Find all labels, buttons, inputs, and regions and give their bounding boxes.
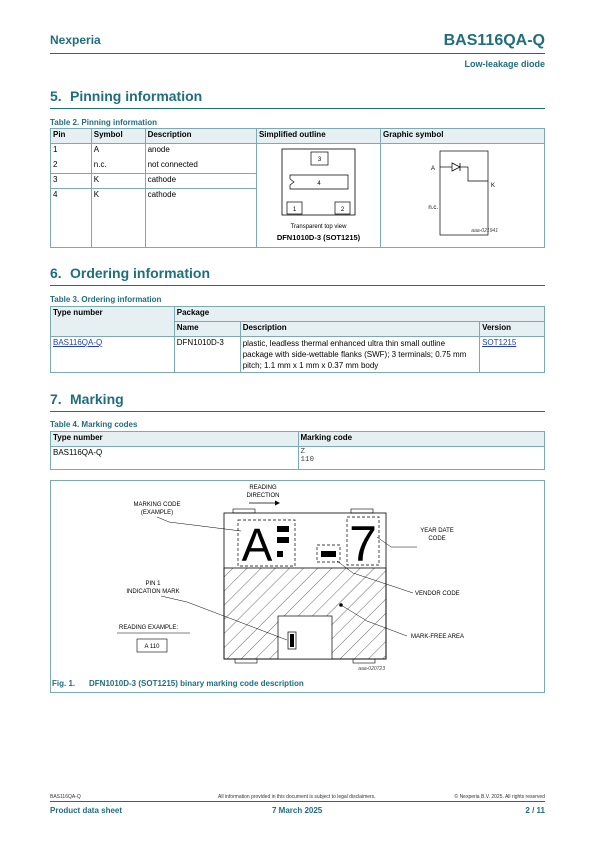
callout-line [157, 517, 241, 531]
footer-rule [50, 801, 545, 802]
table-row [51, 144, 545, 159]
figure-1 [50, 480, 545, 693]
cell-description: not connected [145, 159, 256, 174]
cell-description: anode [145, 144, 256, 159]
col-header: Description [240, 322, 479, 337]
section-rule [50, 108, 545, 109]
package-tab [353, 659, 375, 663]
section-rule [50, 285, 545, 286]
cell-package-description: plastic, leadless thermal enhanced ultra thin small outline package with side-wettable flanks (SWF); 3 terminals; 0.75 mm pitch; 1.1 mm x 1 mm x 0.37 mm body [240, 337, 479, 373]
page-number: 2 / 11 [525, 806, 545, 815]
document-subtitle: Low-leakage diode [464, 59, 545, 69]
reading-example-label: READING EXAMPLE: [119, 625, 179, 631]
package-name: DFN1010D-3 (SOT1215) [276, 233, 361, 242]
year-digit: 7 [349, 516, 377, 572]
col-header: Pin [51, 129, 92, 144]
package-tab [233, 509, 255, 513]
figure-caption [52, 679, 304, 688]
cell-symbol: A [91, 144, 145, 159]
pin1-mark [290, 634, 294, 647]
pad-3-label: 3 [317, 157, 322, 163]
reading-direction-label-2: DIRECTION [246, 493, 280, 499]
col-header: Simplified outline [256, 129, 380, 144]
cell-pin: 2 [51, 159, 92, 174]
cell-symbol: K [91, 189, 145, 204]
footer-doc-id: BAS116QA-Q [50, 794, 81, 800]
cell-symbol: n.c. [91, 159, 145, 174]
marking-diagram [51, 481, 544, 692]
version-link[interactable]: SOT1215 [482, 338, 517, 347]
outline-cell [256, 144, 380, 248]
figure-number: Fig. 1. [52, 679, 76, 688]
cell-package-name: DFN1010D-3 [174, 337, 240, 373]
section-heading-marking [50, 391, 124, 407]
marking-table [50, 431, 545, 470]
col-header: Type number [51, 432, 299, 447]
reading-direction-label-1: READING [249, 485, 277, 491]
footer-copyright: © Nexperia B.V. 2025. All rights reserved [454, 794, 545, 800]
graphic-symbol-drawing [381, 144, 544, 247]
arrow-head-icon [275, 501, 280, 506]
marking-code-line2: 110 [300, 456, 315, 464]
cell-pin: 1 [51, 144, 92, 159]
type-number-link[interactable]: BAS116QA-Q [53, 338, 103, 347]
view-note: Transparent top view [290, 224, 347, 230]
table-row [51, 337, 545, 373]
cathode-wire [468, 167, 488, 181]
cell-marking-code [298, 447, 545, 470]
brand-name: Nexperia [50, 33, 101, 47]
col-header: Type number [51, 307, 175, 337]
pad-4-label: 4 [317, 181, 321, 187]
mark-free-label: MARK-FREE AREA [411, 634, 465, 640]
table-row [51, 447, 545, 470]
footer-disclaimer: All information provided in this document is subject to legal disclaimers. [218, 794, 376, 800]
pin1-label-2: INDICATION MARK [126, 589, 180, 595]
section-number: 5. [50, 88, 62, 104]
cell-pin: 4 [51, 189, 92, 204]
figure-title: DFN1010D-3 (SOT1215) binary marking code description [89, 679, 304, 688]
section-rule [50, 411, 545, 412]
marking-letter-a: A [241, 519, 273, 571]
section-title: Marking [70, 391, 124, 407]
pin1-window [278, 616, 332, 659]
section-number: 7. [50, 391, 62, 407]
package-tab [351, 509, 373, 513]
year-date-label-1: YEAR DATE [420, 528, 454, 534]
nc-label: n.c. [428, 205, 438, 211]
pad-2-label: 2 [340, 207, 345, 213]
marking-code-label-1: MARKING CODE [133, 502, 181, 508]
reading-example-value: A 110 [144, 644, 160, 650]
package-tab [235, 659, 257, 663]
marking-code-line1: Z [300, 448, 306, 456]
binary-mark [277, 537, 289, 543]
cell-type-number: BAS116QA-Q [51, 447, 299, 470]
table-caption-marking: Table 4. Marking codes [50, 420, 138, 429]
col-header: Version [480, 322, 545, 337]
vendor-mark [321, 551, 336, 557]
binary-mark [277, 526, 289, 532]
section-title: Ordering information [70, 265, 210, 281]
cell-pin: 3 [51, 174, 92, 189]
callout-line [377, 537, 417, 547]
diode-icon [452, 163, 460, 171]
simplified-outline-drawing [257, 144, 380, 247]
cell-description: cathode [145, 189, 256, 204]
anode-label: A [430, 166, 435, 172]
section-heading-pinning [50, 88, 202, 104]
col-header: Graphic symbol [380, 129, 544, 144]
col-header: Name [174, 322, 240, 337]
symbol-ref: aaa-021941 [471, 228, 498, 234]
col-header: Marking code [298, 432, 545, 447]
footer-date: 7 March 2025 [272, 806, 323, 815]
vendor-code-label: VENDOR CODE [415, 591, 460, 597]
marking-code-label-2: (EXAMPLE) [140, 510, 174, 516]
col-header: Package [174, 307, 544, 322]
section-title: Pinning information [70, 88, 203, 104]
pad-1-label: 1 [292, 207, 297, 213]
pin1-label-1: PIN 1 [145, 581, 161, 587]
section-heading-ordering [50, 265, 210, 281]
cathode-label: K [490, 183, 495, 189]
footer-doc-type: Product data sheet [50, 806, 123, 815]
col-header: Description [145, 129, 256, 144]
year-date-label-2: CODE [428, 536, 446, 542]
cell-description: cathode [145, 174, 256, 189]
table-caption-pinning: Table 2. Pinning information [50, 118, 157, 127]
ordering-table [50, 306, 545, 373]
document-id: BAS116QA-Q [443, 32, 545, 49]
symbol-cell [380, 144, 544, 248]
binary-mark [277, 551, 283, 557]
figure-ref: aaa-020723 [358, 666, 385, 672]
section-number: 6. [50, 265, 62, 281]
col-header: Symbol [91, 129, 145, 144]
cell-symbol: K [91, 174, 145, 189]
header-rule [50, 53, 545, 54]
table-caption-ordering: Table 3. Ordering information [50, 295, 162, 304]
symbol-box [440, 151, 488, 235]
pinning-table [50, 128, 545, 248]
